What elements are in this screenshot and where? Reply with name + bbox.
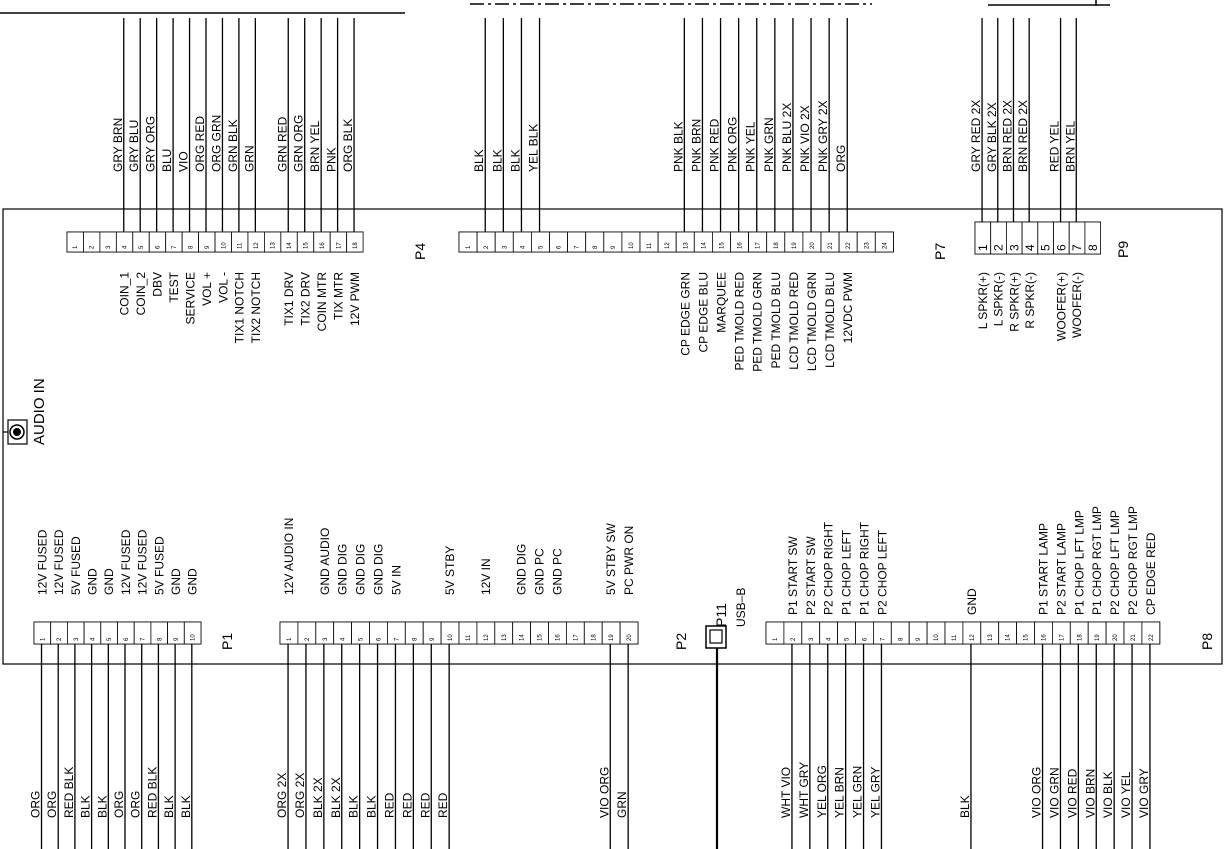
wire-color-label: GRY BLK 2X <box>984 102 999 172</box>
wire-color-label: YEL ORG <box>814 765 829 818</box>
signal-label: P1 START LAMP <box>1036 522 1051 615</box>
signal-label: VOL + <box>199 272 214 306</box>
signal-label: LCD TMOLD GRN <box>804 272 819 372</box>
signal-label: PED TMOLD BLU <box>768 272 783 369</box>
signal-label: TIX1 DRV <box>282 272 297 326</box>
connector-p7 <box>459 18 948 372</box>
signal-label: GND <box>964 588 979 615</box>
wire-color-label: BRN RED 2X <box>1000 99 1015 172</box>
connector-label-p1: P1 <box>219 632 235 650</box>
connector-label-p4: P4 <box>412 242 428 260</box>
pin-number: 9 <box>173 637 180 641</box>
signal-label: TIX MTR <box>331 272 346 320</box>
pin-number: 16 <box>737 242 744 249</box>
wire-color-label: BLK <box>472 149 487 172</box>
signal-label: 12V FUSED <box>118 529 133 595</box>
wire-color-label: ORG BLK <box>341 118 356 172</box>
pin-number: 3 <box>322 637 329 641</box>
wire-color-label: ORG <box>128 790 143 818</box>
pin-number: 21 <box>828 242 835 249</box>
signal-label: COIN_1 <box>117 272 132 316</box>
pin-number: 8 <box>412 637 419 641</box>
wire-color-label: RED <box>418 792 433 818</box>
signal-label: CP EDGE GRN <box>678 272 693 356</box>
wire-color-label: RED <box>382 792 397 818</box>
pin-number: 8 <box>188 245 195 249</box>
pin-number: 11 <box>237 242 244 249</box>
pin-number: 3 <box>1007 244 1022 251</box>
pin-number: 17 <box>755 242 762 249</box>
pin-number: 4 <box>340 637 347 641</box>
pin-number: 8 <box>592 245 599 249</box>
pin-number: 1 <box>40 637 47 641</box>
signal-label: P2 START LAMP <box>1054 522 1069 615</box>
signal-label: TEST <box>166 272 181 303</box>
connector-label-p2: P2 <box>673 632 689 650</box>
pin-number: 5 <box>844 637 851 641</box>
signal-label: P1 CHOP LFT LMP <box>1072 510 1087 615</box>
pin-number: 14 <box>519 634 526 641</box>
wire-color-label: PNK BRN <box>689 118 704 172</box>
signal-label: GND DIG <box>335 543 350 595</box>
wire-color-label: GRN ORG <box>291 114 306 172</box>
connector-p9 <box>969 18 1131 341</box>
pin-number: 8 <box>898 637 905 641</box>
pin-number: 16 <box>1041 634 1048 641</box>
signal-label: 12V FUSED <box>52 529 67 595</box>
pin-number: 14 <box>701 242 708 249</box>
wire-color-label: VIO BLK <box>1101 771 1116 818</box>
wire-color-label: PNK VIO 2X <box>798 105 813 172</box>
audio-jack <box>3 378 48 445</box>
pin-number: 3 <box>502 245 509 249</box>
pin-number: 17 <box>336 242 343 249</box>
signal-label: L SPKR(+) <box>975 272 990 330</box>
pin-number: 14 <box>287 242 294 249</box>
pin-number: 5 <box>139 245 146 249</box>
pin-number: 13 <box>987 634 994 641</box>
wire-color-label: RED <box>436 792 451 818</box>
wire-color-label: BLK <box>508 149 523 172</box>
wire-color-label: BLK <box>957 795 972 818</box>
connector-label-p8: P8 <box>1199 632 1215 650</box>
wire-color-label: ORG <box>112 790 127 818</box>
pin-number: 7 <box>880 637 887 641</box>
wire-color-label: VIO ORG <box>1029 766 1044 818</box>
pin-number: 15 <box>303 242 310 249</box>
connector-p1 <box>29 529 235 849</box>
wire-color-label: GRN <box>242 145 257 172</box>
pin-number: 3 <box>73 637 80 641</box>
signal-label: GND <box>168 568 183 595</box>
wire-color-label: WHT GRY <box>796 761 811 818</box>
signal-label: P2 CHOP RGT LMP <box>1125 506 1140 615</box>
pin-number: 1 <box>772 637 779 641</box>
pin-number: 24 <box>882 242 889 249</box>
pin-number: 11 <box>951 634 958 641</box>
wire-color-label: PNK BLU 2X <box>779 102 794 172</box>
signal-label: GND AUDIO <box>317 527 332 595</box>
pin-number: 11 <box>465 634 472 641</box>
signal-label: P1 CHOP RIGHT <box>857 521 872 615</box>
wire-color-label: ORG <box>28 790 43 818</box>
pin-number: 20 <box>627 634 634 641</box>
signal-label: DBV <box>150 272 165 297</box>
pin-number: 2 <box>484 245 491 249</box>
signal-label: 12V FUSED <box>35 529 50 595</box>
pin-number: 2 <box>991 244 1006 251</box>
pin-number: 7 <box>171 245 178 249</box>
pin-number: 9 <box>610 245 617 249</box>
pin-number: 1 <box>286 637 293 641</box>
signal-label: P1 CHOP RGT LMP <box>1090 506 1105 615</box>
signal-label: 5V FUSED <box>152 536 167 595</box>
pin-number: 7 <box>574 245 581 249</box>
wire-color-label: GRN <box>615 791 630 818</box>
pin-number: 10 <box>221 242 228 249</box>
wire-color-label: ORG <box>45 790 60 818</box>
wire-color-label: GRN RED <box>275 116 290 172</box>
pin-number: 15 <box>537 634 544 641</box>
pin-number: 7 <box>140 637 147 641</box>
signal-label: CP EDGE RED <box>1143 532 1158 615</box>
pin-number: 12 <box>254 242 261 249</box>
signal-label: P2 START SW <box>803 536 818 615</box>
wire-color-label: PNK YEL <box>743 121 758 172</box>
wire-color-label: VIO BRN <box>1083 768 1098 818</box>
wire-color-label: VIO YEL <box>1119 771 1134 818</box>
signal-label: TIX2 NOTCH <box>249 272 264 344</box>
signal-label: 5V STBY SW <box>604 523 619 595</box>
usb-b-port <box>706 626 726 648</box>
pin-number: 21 <box>1130 634 1137 641</box>
wire-color-label: RED YEL <box>1047 120 1062 172</box>
pin-number: 18 <box>773 242 780 249</box>
pin-number: 11 <box>647 242 654 249</box>
wire-color-label: GRY BRN <box>110 117 125 172</box>
pin-number: 4 <box>90 637 97 641</box>
signal-label: TIX2 DRV <box>298 272 313 326</box>
signal-label: 12V IN <box>478 558 493 595</box>
wire-color-label: BLU <box>160 148 175 172</box>
pin-number: 2 <box>304 637 311 641</box>
wire-color-label: PNK GRY 2X <box>816 100 831 172</box>
connector-label-p9: P9 <box>1115 240 1131 258</box>
pin-number: 2 <box>57 637 64 641</box>
pin-number: 6 <box>1054 244 1069 251</box>
pin-number: 22 <box>846 242 853 249</box>
signal-label: LCD TMOLD RED <box>786 272 801 370</box>
pin-number: 1 <box>73 245 80 249</box>
wire-color-label: PNK BLK <box>671 121 686 172</box>
signal-label: 12V AUDIO IN <box>281 517 296 595</box>
signal-label: P2 CHOP RIGHT <box>821 521 836 615</box>
pin-number: 4 <box>520 245 527 249</box>
pin-number: 15 <box>719 242 726 249</box>
pin-number: 9 <box>204 245 211 249</box>
signal-label: P2 CHOP LEFT <box>875 529 890 615</box>
signal-label: WOOFER(+) <box>1054 272 1069 341</box>
p11-label: P11 <box>713 603 729 627</box>
pin-number: 12 <box>665 242 672 249</box>
wire-color-label: RED <box>400 792 415 818</box>
signal-label: PED TMOLD GRN <box>750 272 765 372</box>
pin-number: 1 <box>466 245 473 249</box>
wire-color-label: BRN YEL <box>1063 120 1078 172</box>
signal-label: L SPKR(-) <box>991 272 1006 327</box>
signal-label: 12V PWM <box>347 272 362 327</box>
wire-color-label: ORG 2X <box>292 772 307 818</box>
pin-number: 4 <box>122 245 129 249</box>
audio-jack-core <box>13 428 21 436</box>
pin-number: 20 <box>809 242 816 249</box>
wire-color-label: YEL BRN <box>832 767 847 818</box>
wire-color-label: BRN YEL <box>308 120 323 172</box>
wire-color-label: WHT VIO <box>778 766 793 818</box>
pin-number: 18 <box>1077 634 1084 641</box>
usb-b-connector <box>706 588 748 849</box>
signal-label: PED TMOLD RED <box>732 272 747 371</box>
signal-label: R SPKR(+) <box>1007 272 1022 332</box>
signal-label: GND PC <box>532 548 547 595</box>
signal-label: SERVICE <box>183 272 198 325</box>
signal-label: P1 START SW <box>785 536 800 615</box>
pin-number: 16 <box>555 634 562 641</box>
pin-number: 9 <box>916 637 923 641</box>
signal-label: LCD TMOLD BLU <box>823 272 838 368</box>
pin-number: 19 <box>791 242 798 249</box>
signal-label: GND <box>185 568 200 595</box>
pin-number: 2 <box>89 245 96 249</box>
signal-label: 12V FUSED <box>135 529 150 595</box>
wire-color-label: ORG GRN <box>209 114 224 172</box>
wire-color-label: BLK <box>95 795 110 818</box>
pin-number: 19 <box>1095 634 1102 641</box>
pin-number: 7 <box>394 637 401 641</box>
signal-label: GND <box>102 568 117 595</box>
pin-number: 20 <box>1113 634 1120 641</box>
wire-color-label: RED BLK <box>61 766 76 818</box>
pin-number: 5 <box>107 637 114 641</box>
pin-number: 17 <box>573 634 580 641</box>
wire-color-label: GRY RED 2X <box>969 99 984 172</box>
wire-color-label: BLK <box>490 149 505 172</box>
signal-label: 5V IN <box>389 564 404 595</box>
wire-color-label: BLK <box>346 795 361 818</box>
pin-number: 15 <box>1023 634 1030 641</box>
wire-color-label: PNK GRN <box>761 117 776 172</box>
signal-label: 5V FUSED <box>68 536 83 595</box>
wire-color-label: PNK ORG <box>725 116 740 172</box>
signal-label: TIX1 NOTCH <box>232 272 247 344</box>
wire-color-label: ORG RED <box>193 115 208 172</box>
signal-label: COIN_2 <box>134 272 149 316</box>
wire-color-label: BLK <box>178 795 193 818</box>
pin-number: 9 <box>430 637 437 641</box>
pin-number: 8 <box>1085 244 1100 251</box>
pin-number: 4 <box>1022 244 1037 251</box>
signal-label: GND DIG <box>371 543 386 595</box>
pin-number: 16 <box>319 242 326 249</box>
signal-label: GND DIG <box>353 543 368 595</box>
wire-color-label: PNK <box>324 147 339 172</box>
signal-label: COIN MTR <box>314 272 329 332</box>
pin-number: 12 <box>483 634 490 641</box>
pin-number: 6 <box>155 245 162 249</box>
signal-label: VOL - <box>216 272 231 303</box>
signal-label: MARQUEE <box>714 272 729 333</box>
pin-number: 12 <box>969 634 976 641</box>
pin-number: 18 <box>591 634 598 641</box>
signal-label: P1 CHOP LEFT <box>839 529 854 615</box>
pin-number: 3 <box>106 245 113 249</box>
signal-label: CP EDGE BLU <box>696 272 711 353</box>
pin-number: 18 <box>352 242 359 249</box>
pin-number: 10 <box>448 634 455 641</box>
wire-color-label: BLK 2X <box>328 777 343 818</box>
pin-number: 10 <box>934 634 941 641</box>
wire-color-label: VIO GRN <box>1047 767 1062 818</box>
pin-number: 2 <box>790 637 797 641</box>
wire-color-label: PNK RED <box>707 118 722 172</box>
wire-color-label: GRY ORG <box>143 115 158 172</box>
wire-color-label: BLK <box>78 795 93 818</box>
wire-color-label: BRN RED 2X <box>1016 99 1031 172</box>
pin-number: 6 <box>556 245 563 249</box>
p11-usb-label: USB–B <box>734 587 748 627</box>
pin-number: 17 <box>1059 634 1066 641</box>
signal-label: P2 CHOP LFT LMP <box>1108 510 1123 615</box>
wire-color-label: ORG 2X <box>275 772 290 818</box>
pin-number: 13 <box>501 634 508 641</box>
wire-color-label: VIO ORG <box>597 766 612 818</box>
signal-label: WOOFER(-) <box>1070 272 1085 338</box>
signal-label: R SPKR(-) <box>1022 272 1037 329</box>
pin-number: 10 <box>190 634 197 641</box>
signal-label: GND PC <box>550 548 565 595</box>
connector-layer <box>29 18 1215 849</box>
wire-color-label: ORG <box>834 144 849 172</box>
wire-color-label: GRY BLU <box>127 119 142 172</box>
wire-color-label: VIO RED <box>1065 768 1080 818</box>
signal-label: PC PWR ON <box>622 525 637 595</box>
pin-number: 1 <box>975 244 990 251</box>
wire-color-label: VIO <box>176 151 191 172</box>
pin-number: 5 <box>538 245 545 249</box>
pin-number: 22 <box>1148 634 1155 641</box>
pin-number: 6 <box>123 637 130 641</box>
pin-number: 4 <box>826 637 833 641</box>
pin-number: 6 <box>862 637 869 641</box>
pin-number: 19 <box>609 634 616 641</box>
signal-label: GND DIG <box>514 543 529 595</box>
connector-label-p7: P7 <box>932 242 948 260</box>
pin-number: 13 <box>683 242 690 249</box>
wire-color-label: GRN BLK <box>225 119 240 172</box>
wire-color-label: BLK <box>364 795 379 818</box>
wire-color-label: RED BLK <box>145 766 160 818</box>
pin-number: 6 <box>376 637 383 641</box>
connector-p2 <box>275 518 689 849</box>
pin-number: 13 <box>270 242 277 249</box>
wire-color-label: VIO GRY <box>1136 768 1151 818</box>
pin-number: 10 <box>628 242 635 249</box>
wire-color-label: YEL GRN <box>850 765 865 818</box>
connector-p8 <box>766 506 1215 849</box>
pin-number: 14 <box>1005 634 1012 641</box>
connector-p4 <box>67 18 428 343</box>
signal-label: GND <box>85 568 100 595</box>
signal-label: 12VDC PWM <box>841 272 856 344</box>
pin-number: 23 <box>864 242 871 249</box>
wire-color-label: BLK 2X <box>310 777 325 818</box>
signal-label: 5V STBY <box>443 545 458 595</box>
pin-number: 5 <box>358 637 365 641</box>
pin-number: 3 <box>808 637 815 641</box>
pin-number: 5 <box>1038 244 1053 251</box>
audio-in-label: AUDIO IN <box>31 378 48 445</box>
pin-number: 8 <box>157 637 164 641</box>
pin-number: 7 <box>1070 244 1085 251</box>
wire-color-label: YEL GRY <box>868 766 883 818</box>
wire-color-label: BLK <box>162 795 177 818</box>
wire-color-label: YEL BLK <box>526 123 541 172</box>
